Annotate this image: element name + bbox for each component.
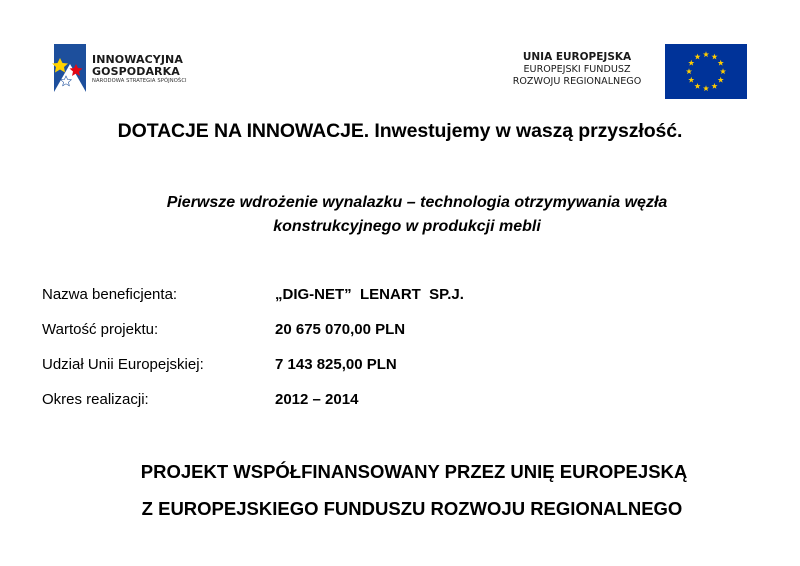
logo-line: UNIA EUROPEJSKA	[522, 51, 632, 63]
detail-value: 7 143 825,00 PLN	[275, 356, 397, 373]
detail-label: Nazwa beneficjenta:	[42, 286, 178, 303]
eu-flag-icon	[665, 44, 747, 99]
cofinancing-statement	[0, 453, 800, 527]
project-subtitle	[0, 191, 800, 239]
detail-label: Udział Unii Europejskiej:	[42, 356, 204, 373]
subtitle-line: Pierwsze wdrożenie wynalazku – technologia otrzymywania węzła	[166, 194, 668, 211]
logo-line: GOSPODARKA	[92, 65, 180, 78]
detail-value: „DIG-NET” LENART SP.J.	[275, 286, 464, 303]
page-title: DOTACJE NA INNOWACJE. Inwestujemy w waszą przyszłość.	[117, 120, 683, 142]
innowacyjna-gospodarka-text	[92, 54, 187, 84]
detail-row-eu-share	[42, 356, 642, 391]
footer-line: PROJEKT WSPÓŁFINANSOWANY PRZEZ UNIĘ EUROPEJSKĄ	[140, 461, 688, 482]
footer-line: Z EUROPEJSKIEGO FUNDUSZU ROZWOJU REGIONALNEGO	[141, 498, 683, 519]
logo-tagline: NARODOWA STRATEGIA SPÓJNOŚCI	[92, 78, 187, 84]
logo-line: EUROPEJSKI FUNDUSZ	[523, 64, 631, 75]
innowacyjna-gospodarka-emblem-icon	[52, 44, 88, 92]
detail-row-project-value	[42, 321, 642, 356]
logo-line: INNOWACYJNA	[92, 53, 183, 66]
subtitle-line: konstrukcyjnego w produkcji mebli	[273, 218, 541, 235]
detail-value: 2012 – 2014	[275, 391, 359, 408]
innowacyjna-gospodarka-logo	[52, 44, 212, 96]
detail-row-period	[42, 391, 642, 426]
project-details	[42, 286, 642, 426]
detail-label: Wartość projektu:	[42, 321, 159, 338]
detail-label: Okres realizacji:	[42, 391, 149, 408]
logo-line: ROZWOJU REGIONALNEGO	[512, 76, 642, 87]
detail-value: 20 675 070,00 PLN	[275, 321, 406, 338]
detail-row-beneficiary	[42, 286, 642, 321]
eu-logo-text	[502, 51, 652, 88]
eu-logo	[498, 38, 752, 102]
